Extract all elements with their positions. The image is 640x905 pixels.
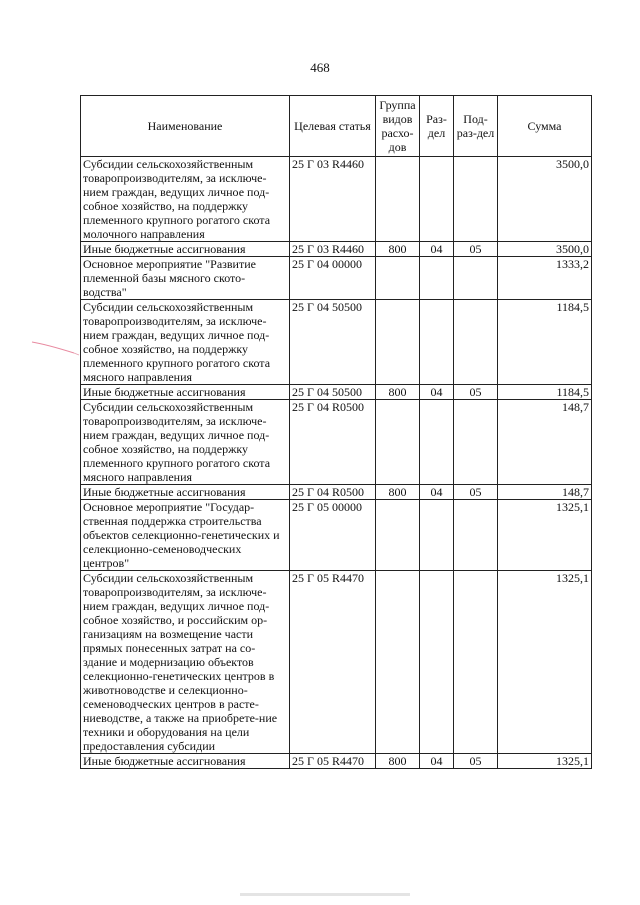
cell-sum: 1325,1 xyxy=(498,754,592,769)
cell-name: Иные бюджетные ассигнования xyxy=(81,242,290,257)
cell-subsection xyxy=(454,157,498,242)
cell-section xyxy=(420,157,454,242)
cell-section: 04 xyxy=(420,754,454,769)
cell-section: 04 xyxy=(420,242,454,257)
cell-sum: 148,7 xyxy=(498,400,592,485)
cell-sum: 3500,0 xyxy=(498,157,592,242)
cell-sum: 1333,2 xyxy=(498,257,592,300)
cell-section xyxy=(420,400,454,485)
cell-name: Иные бюджетные ассигнования xyxy=(81,485,290,500)
cell-subsection: 05 xyxy=(454,385,498,400)
cell-name: Субсидии сельскохозяйственным товаропроизводителям, за исключе-нием граждан, ведущих личное под-собное хозяйство, на поддержку племенного крупного рогатого скота мясного направления xyxy=(81,400,290,485)
cell-section xyxy=(420,571,454,754)
cell-subsection xyxy=(454,257,498,300)
table-row xyxy=(81,157,592,242)
cell-sum: 1325,1 xyxy=(498,571,592,754)
page-number: 468 xyxy=(310,60,330,75)
cell-subsection: 05 xyxy=(454,485,498,500)
cell-group xyxy=(376,300,420,385)
cell-group xyxy=(376,400,420,485)
cell-group xyxy=(376,500,420,571)
header-subsection: Под-раз-дел xyxy=(454,96,498,157)
cell-group xyxy=(376,257,420,300)
cell-subsection: 05 xyxy=(454,242,498,257)
cell-subsection xyxy=(454,500,498,571)
scan-artifact xyxy=(240,893,410,896)
cell-subsection: 05 xyxy=(454,754,498,769)
cell-sum: 148,7 xyxy=(498,485,592,500)
table-row xyxy=(81,571,592,754)
cell-section: 04 xyxy=(420,385,454,400)
cell-section: 04 xyxy=(420,485,454,500)
pen-mark xyxy=(30,338,82,358)
cell-sum: 3500,0 xyxy=(498,242,592,257)
cell-target: 25 Г 04 R0500 xyxy=(290,485,376,500)
table-row xyxy=(81,485,592,500)
cell-subsection xyxy=(454,300,498,385)
cell-subsection xyxy=(454,571,498,754)
cell-group xyxy=(376,571,420,754)
cell-target: 25 Г 04 50500 xyxy=(290,385,376,400)
cell-target: 25 Г 03 R4460 xyxy=(290,242,376,257)
cell-group xyxy=(376,157,420,242)
header-group: Группа видов расхо-дов xyxy=(376,96,420,157)
header-sum: Сумма xyxy=(498,96,592,157)
cell-sum: 1325,1 xyxy=(498,500,592,571)
cell-group: 800 xyxy=(376,242,420,257)
cell-name: Основное мероприятие "Государ-ственная поддержка строительства объектов селекционно-генетических и селекционно-семеноводческих центров" xyxy=(81,500,290,571)
cell-target: 25 Г 05 R4470 xyxy=(290,571,376,754)
cell-target: 25 Г 04 00000 xyxy=(290,257,376,300)
table-row xyxy=(81,257,592,300)
cell-name: Основное мероприятие "Развитие племенной базы мясного ското-водства" xyxy=(81,257,290,300)
cell-sum: 1184,5 xyxy=(498,385,592,400)
cell-sum: 1184,5 xyxy=(498,300,592,385)
table-row xyxy=(81,242,592,257)
cell-name: Субсидии сельскохозяйственным товаропроизводителям, за исключе-нием граждан, ведущих личное под-собное хозяйство, на поддержку племенного крупного рогатого скота молочного направления xyxy=(81,157,290,242)
cell-name: Иные бюджетные ассигнования xyxy=(81,754,290,769)
table-row xyxy=(81,400,592,485)
table-row xyxy=(81,754,592,769)
table-row xyxy=(81,300,592,385)
cell-group: 800 xyxy=(376,754,420,769)
table-row xyxy=(81,385,592,400)
cell-name: Иные бюджетные ассигнования xyxy=(81,385,290,400)
cell-group: 800 xyxy=(376,385,420,400)
cell-subsection xyxy=(454,400,498,485)
header-target: Целевая статья xyxy=(290,96,376,157)
budget-table xyxy=(80,95,592,769)
cell-group: 800 xyxy=(376,485,420,500)
cell-section xyxy=(420,257,454,300)
cell-target: 25 Г 03 R4460 xyxy=(290,157,376,242)
table-header-row xyxy=(81,96,592,157)
cell-target: 25 Г 05 R4470 xyxy=(290,754,376,769)
cell-name: Субсидии сельскохозяйственным товаропроизводителям, за исключе-нием граждан, ведущих личное под-собное хозяйство, и российским ор-ганизациям на возмещение части прямых понесенных затрат на со-здание и модернизацию объектов селекционно-генетических центров в животноводстве и селекционно-семеноводческих центров в расте-ниеводстве, а также на приобрете-ние техники и оборудования на цели предоставления субсидии xyxy=(81,571,290,754)
cell-target: 25 Г 05 00000 xyxy=(290,500,376,571)
cell-target: 25 Г 04 50500 xyxy=(290,300,376,385)
cell-name: Субсидии сельскохозяйственным товаропроизводителям, за исключе-нием граждан, ведущих личное под-собное хозяйство, на поддержку племенного крупного рогатого скота мясного направления xyxy=(81,300,290,385)
header-name: Наименование xyxy=(81,96,290,157)
table-row xyxy=(81,500,592,571)
cell-section xyxy=(420,500,454,571)
header-section: Раз-дел xyxy=(420,96,454,157)
cell-section xyxy=(420,300,454,385)
cell-target: 25 Г 04 R0500 xyxy=(290,400,376,485)
